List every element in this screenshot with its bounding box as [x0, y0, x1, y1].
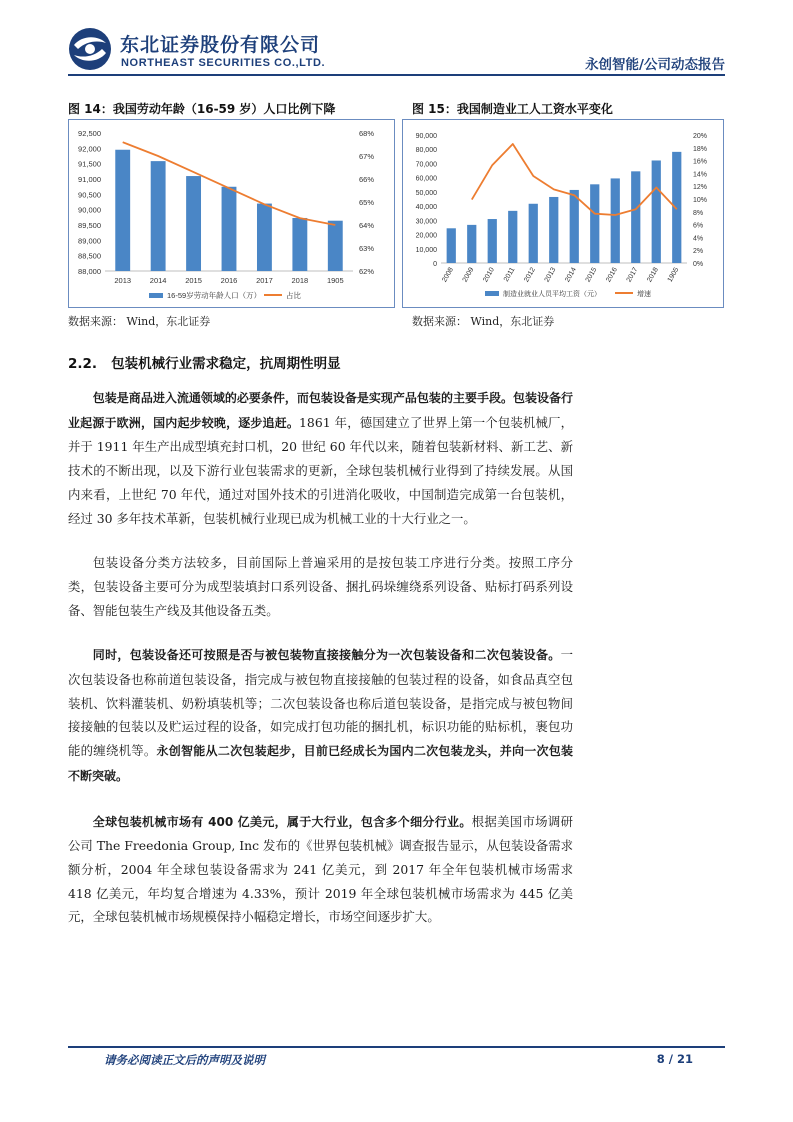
y-left-tick-label: 92,000: [78, 144, 101, 154]
figure14-title: 图 14：我国劳动年龄（16-59 岁）人口比例下降: [68, 102, 336, 116]
company-name-cn: 东北证券股份有限公司: [120, 34, 321, 56]
x-tick-label: 2015: [584, 266, 599, 284]
figure14-source: 数据来源： Wind，东北证券: [68, 315, 211, 328]
report-title: 永创智能/公司动态报告: [585, 57, 725, 73]
y-left-tick-label: 30,000: [415, 218, 437, 226]
bar-1905: [328, 221, 343, 271]
page-number: 8 / 21: [656, 1052, 693, 1066]
logo-emblem-icon: [68, 27, 112, 71]
company-name-en: NORTHEAST SECURITIES CO.,LTD.: [121, 57, 326, 69]
y-left-tick-label: 80,000: [415, 147, 437, 155]
x-tick-label: 2018: [646, 266, 660, 284]
y-right-tick-label: 0%: [693, 261, 704, 268]
legend-line-label: 增速: [637, 291, 651, 298]
x-tick-label: 2017: [625, 266, 640, 284]
y-left-tick-label: 20,000: [415, 232, 437, 240]
footer-disclaimer: 请务必阅读正文后的声明及说明: [104, 1053, 265, 1067]
y-right-tick-label: 64%: [359, 221, 375, 230]
y-right-tick-label: 62%: [359, 267, 375, 276]
figure15-chart-box: [402, 119, 724, 308]
body-text: [68, 386, 573, 929]
y-left-tick-label: 91,000: [78, 175, 101, 184]
x-tick-label: 1905: [326, 276, 344, 285]
y-left-tick-label: 91,500: [78, 159, 101, 169]
y-right-tick-label: 8%: [693, 209, 704, 217]
figure14-chart-box: [68, 119, 395, 308]
x-tick-label: 2014: [149, 276, 167, 285]
y-right-tick-label: 16%: [693, 158, 708, 166]
paragraph-3-text: 一次包装设备也称前道包装设备，指完成与被包物直接接触的包装过程的设备，如食品真空包装机、饮料灌装机、奶粉填装机等；二次包装设备也称后道包装设备，是指完成与被包物间接接触的包装以及贮运过程的设备，如完成打包功能的捆扎机，标识功能的贴标机，裹包功能的缠绕机等。: [68, 647, 573, 759]
y-left-tick-label: 88,500: [78, 251, 101, 261]
paragraph-3-bold: 同时，包装设备还可按照是否与被包装物直接接触分为一次包装设备和二次包装设备。: [92, 648, 561, 663]
bar-2009: [467, 225, 476, 263]
labor-population-chart: [69, 120, 394, 307]
bar-2018: [652, 160, 661, 263]
x-tick-label: 2015: [185, 276, 202, 285]
y-right-tick-label: 6%: [693, 222, 704, 230]
footer-divider: [68, 1046, 725, 1048]
y-left-tick-label: 92,500: [78, 129, 101, 138]
y-right-tick-label: 12%: [693, 184, 708, 192]
figure15-title: 图 15：我国制造业工人工资水平变化: [412, 102, 613, 116]
y-right-tick-label: 65%: [359, 198, 375, 207]
y-right-tick-label: 10%: [693, 197, 708, 204]
paragraph-3-bold-2: 永创智能从二次包装起步，目前已经成长为国内二次包装龙头，并向一次包装不断突破。: [68, 744, 573, 783]
manufacturing-wage-chart: [403, 120, 723, 307]
section-heading: 2.2. 包装机械行业需求稳定，抗周期性明显: [68, 356, 341, 372]
bar-2016: [611, 178, 620, 263]
paragraph-2: 包装设备分类方法较多，目前国际上普遍采用的是按包装工序进行分类。按照工序分类，包装设备主要可分为成型装填封口系列设备、捆扎码垛缠绕系列设备、贴标打码系列设备、智能包装生产线及其他设备五类。: [68, 555, 573, 618]
y-left-tick-label: 60,000: [415, 175, 437, 183]
x-tick-label: 2016: [220, 276, 238, 285]
bar-2015: [590, 184, 599, 263]
x-tick-label: 2012: [523, 266, 537, 284]
y-left-tick-label: 90,500: [78, 190, 101, 200]
paragraph-1: [68, 386, 573, 530]
bar-2012: [529, 204, 538, 263]
y-right-tick-label: 63%: [359, 244, 375, 253]
bar-2014: [151, 161, 166, 271]
y-left-tick-label: 10,000: [415, 246, 437, 254]
x-tick-label: 2014: [564, 266, 578, 284]
y-right-tick-label: 20%: [693, 133, 708, 140]
bar-2008: [447, 228, 456, 263]
header-divider: [68, 74, 725, 76]
bar-1905: [672, 152, 681, 263]
y-right-tick-label: 67%: [359, 152, 375, 161]
y-left-tick-label: 88,000: [78, 267, 101, 276]
bar-2017: [257, 204, 272, 271]
legend-bar-swatch: [485, 291, 499, 296]
y-right-tick-label: 68%: [359, 129, 375, 138]
bar-2010: [488, 219, 497, 263]
x-tick-label: 2011: [502, 266, 517, 284]
y-left-tick-label: 90,000: [78, 205, 101, 215]
legend-line-label: 占比: [286, 291, 301, 300]
y-right-tick-label: 14%: [693, 171, 708, 179]
x-tick-label: 2018: [291, 276, 309, 285]
x-tick-label: 2010: [482, 266, 496, 284]
paragraph-4: [68, 810, 573, 930]
x-tick-label: 2009: [461, 266, 476, 284]
legend-bar-swatch: [149, 293, 163, 298]
y-right-tick-label: 4%: [693, 235, 704, 243]
bar-2018: [292, 218, 307, 271]
bar-2014: [570, 190, 579, 263]
paragraph-4-text: 根据美国市场调研公司 The Freedonia Group, Inc 发布的《世界包装机械》调查报告显示，从包装设备需求额分析，2004 年全球包装设备需求为 241 亿美元，到 2017 年全年包装机械市场需求 418 亿美元，年均复合增速为 4.33%，预计 2019 年全球包装机械市场需求为 445 亿美元，全球包装机械市场规模保持小幅稳定增长，市场空间逐步扩大。: [68, 813, 573, 925]
bar-2017: [631, 171, 640, 263]
y-right-tick-label: 2%: [693, 248, 704, 256]
figure15-source: 数据来源： Wind，东北证券: [412, 315, 555, 328]
y-right-tick-label: 18%: [693, 145, 708, 153]
y-left-tick-label: 0: [433, 261, 437, 268]
paragraph-4-bold: 全球包装机械市场有 400 亿美元，属于大行业，包含多个细分行业。: [92, 814, 472, 829]
bar-2013: [115, 150, 130, 271]
company-logo: [68, 27, 112, 71]
paragraph-1-text: 1861 年，德国建立了世界上第一个包装机械厂，并于 1911 年生产出成型填充封口机，20 世纪 60 年代以来，随着包装新材料、新工艺、新技术的不断出现，以及下游行业包装需求的更新，全球包装机械行业得到了持续发展。从国内来看，上世纪 70 年代，通过对国外技术的引进消化吸收，中国制造完成第一台包装机，经过 30 多年技术革新，包装机械行业现已成为机械工业的十大行业之一。: [68, 414, 573, 526]
y-left-tick-label: 40,000: [415, 204, 437, 212]
legend-bar-label: 16-59岁劳动年龄人口（万）: [167, 291, 262, 300]
paragraph-1-bold: 包装是商品进入流通领域的必要条件，而包装设备是实现产品包装的主要手段。包装设备行业起源于欧洲，国内起步较晚，逐步追赶。: [68, 391, 573, 430]
y-left-tick-label: 50,000: [415, 189, 437, 197]
y-left-tick-label: 89,000: [78, 236, 101, 246]
y-left-tick-label: 89,500: [78, 221, 101, 230]
bar-2013: [549, 197, 558, 263]
x-tick-label: 2013: [543, 266, 558, 284]
bar-2011: [508, 211, 517, 263]
paragraph-3: [68, 643, 573, 788]
y-right-tick-label: 66%: [359, 175, 375, 184]
bar-2016: [222, 187, 237, 271]
legend-bar-label: 制造业就业人员平均工资（元）: [503, 291, 601, 298]
x-tick-label: 2017: [256, 276, 273, 285]
y-left-tick-label: 90,000: [415, 133, 437, 140]
x-tick-label: 2013: [114, 276, 132, 285]
y-left-tick-label: 70,000: [415, 161, 437, 169]
x-tick-label: 1905: [666, 266, 681, 284]
x-tick-label: 2016: [605, 266, 619, 284]
x-tick-label: 2008: [441, 266, 455, 284]
bar-2015: [186, 176, 201, 271]
